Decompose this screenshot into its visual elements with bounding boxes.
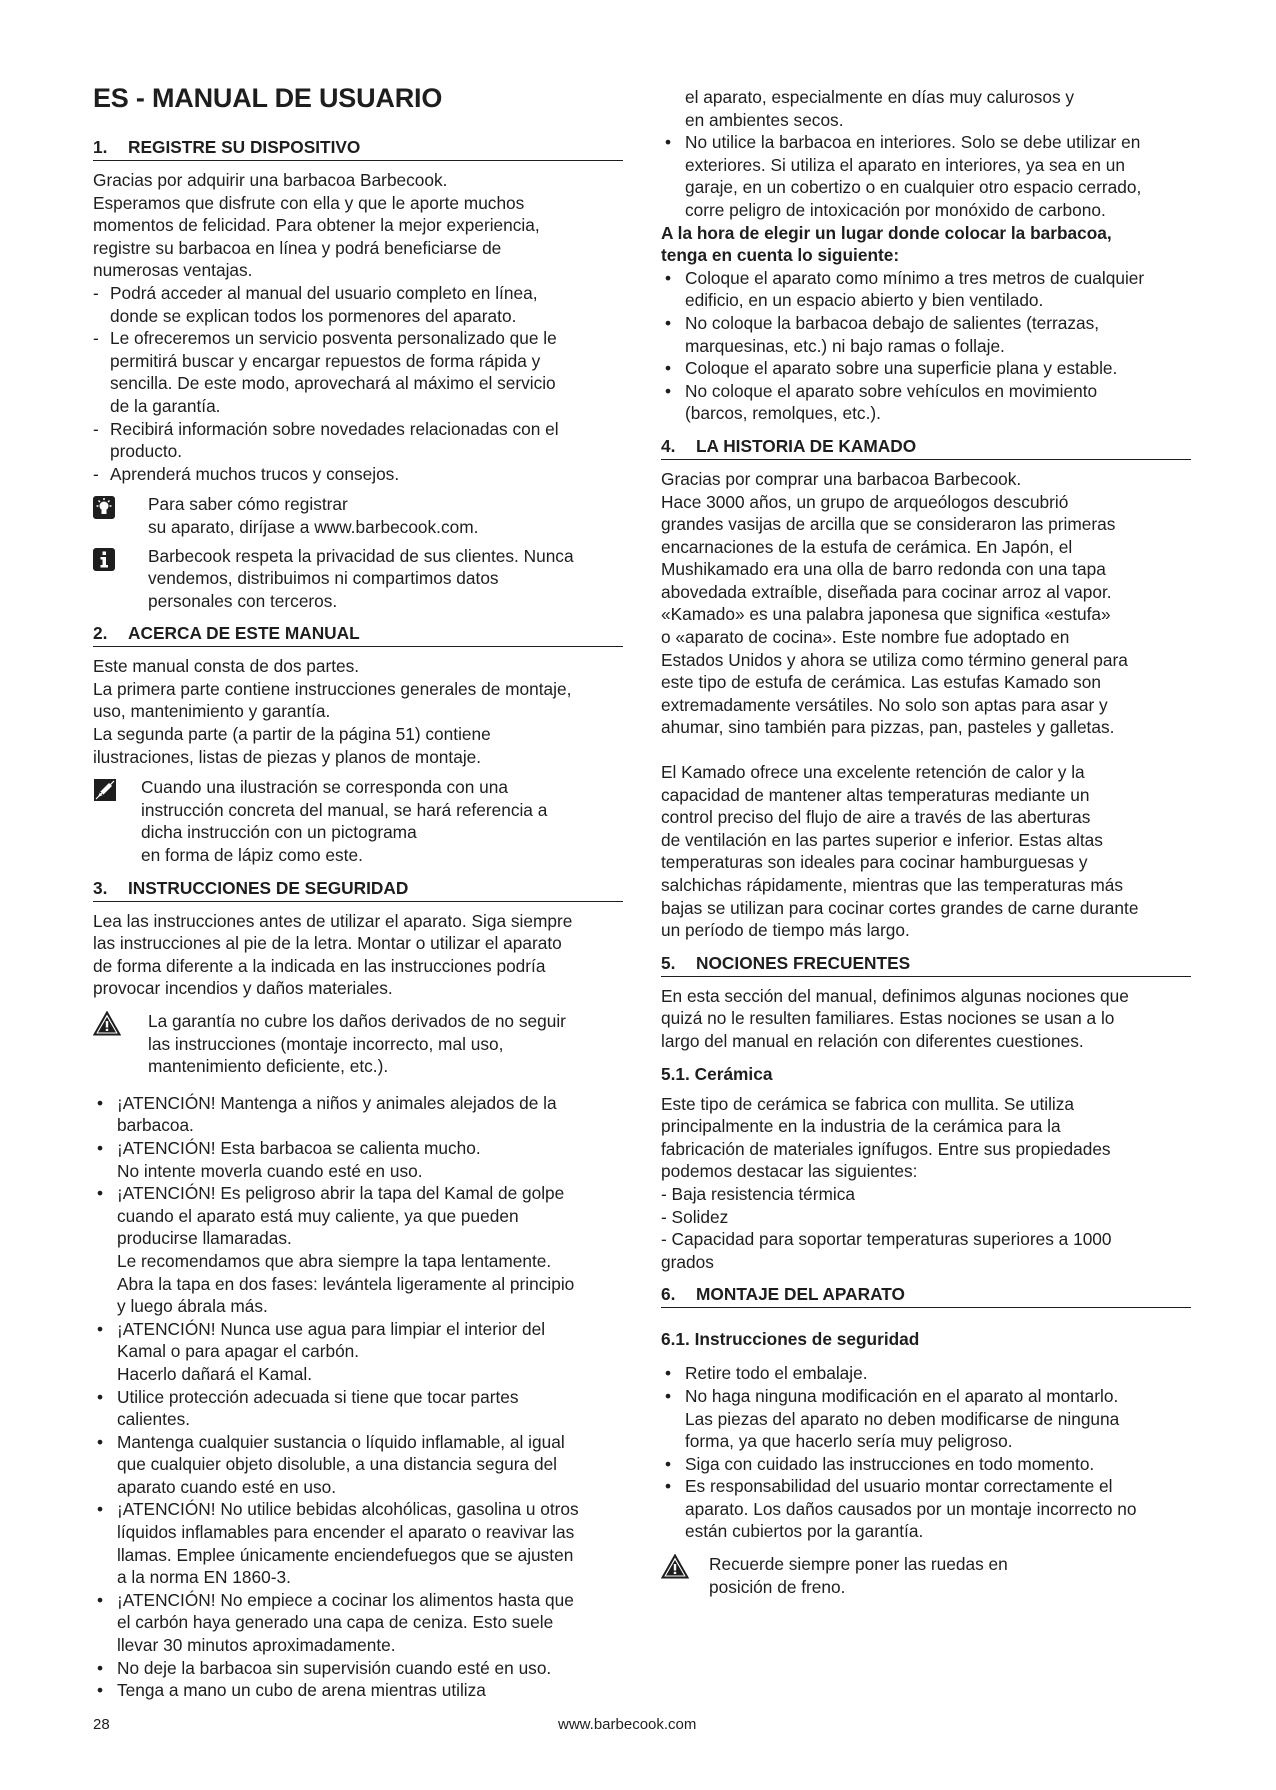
paragraph-line: momentos de felicidad. Para obtener la mejor experiencia, <box>93 215 540 236</box>
section-title: LA HISTORIA DE KAMADO <box>696 435 917 456</box>
paragraph-line: de ventilación en las partes superior e inferior. Estas altas <box>661 829 1103 850</box>
paragraph-line: Esperamos que disfrute con ella y que le aporte muchos <box>93 192 525 213</box>
subsection-heading: 5.1. Cerámica <box>661 1063 773 1084</box>
list-item: • Es responsabilidad del usuario montar correctamente el aparato. Los daños causados por un montaje incorrecto no están cubiertos por la garantía. <box>661 1475 1191 1543</box>
section-title: NOCIONES FRECUENTES <box>696 952 911 973</box>
paragraph-line: bajas se utilizan para cocinar cortes grandes de carne durante <box>661 897 1139 918</box>
section-number: 1. <box>93 137 108 157</box>
paragraph-line: grandes vasijas de arcilla que se consideraron las primeras <box>661 514 1116 535</box>
note-line: su aparato, diríjase a www.barbecook.com. <box>148 516 479 537</box>
list-item: • No coloque el aparato sobre vehículos en movimiento (barcos, remolques, etc.). <box>661 380 1191 425</box>
list-item: - Podrá acceder al manual del usuario completo en línea, donde se explican todos los pormenores del aparato. <box>93 282 623 327</box>
section-title: ACERCA DE ESTE MANUAL <box>128 623 360 644</box>
pencil-icon <box>93 776 141 866</box>
lightbulb-icon <box>93 493 148 538</box>
paragraph-line: abovedada extraíble, diseñada para cocinar arroz al vapor. <box>661 581 1112 602</box>
note-line: mantenimiento deficiente, etc.). <box>148 1056 389 1077</box>
section-number: 6. <box>661 1284 676 1305</box>
list-item: • Siga con cuidado las instrucciones en todo momento. <box>661 1453 1191 1476</box>
section-3-heading <box>93 877 623 902</box>
paragraph-line: Estados Unidos y ahora se utiliza como término general para <box>661 649 1128 670</box>
paragraph-line: el aparato, especialmente en días muy calurosos y <box>685 87 1075 107</box>
paragraph-line: grados <box>661 1251 714 1272</box>
list-item: • No deje la barbacoa sin supervisión cuando esté en uso. <box>93 1657 623 1680</box>
paragraph-line: uso, mantenimiento y garantía. <box>93 701 331 722</box>
paragraph-line: encarnaciones de la estufa de cerámica. En Japón, el <box>661 536 1073 557</box>
list-item-continuation <box>661 86 1191 131</box>
paragraph-line: ahumar, sino también para pizzas, pan, pasteles y galletas. <box>661 717 1115 738</box>
subsection-5-1-body <box>661 1093 1191 1274</box>
list-item: - Aprenderá muchos trucos y consejos. <box>93 463 623 486</box>
assembly-safety-list <box>661 1362 1191 1543</box>
section-1-heading <box>93 136 623 161</box>
tip-note <box>93 493 623 538</box>
paragraph-line: - Baja resistencia térmica <box>661 1183 856 1204</box>
note-line: las instrucciones (montaje incorrecto, mal uso, <box>148 1033 504 1054</box>
note-line: La garantía no cubre los daños derivados de no seguir <box>148 1011 566 1031</box>
paragraph-line: Este manual consta de dos partes. <box>93 656 360 677</box>
paragraph-line: tenga en cuenta lo siguiente: <box>661 245 900 266</box>
section-6-heading <box>661 1283 1191 1308</box>
paragraph-line: control preciso del flujo de aire a través de las aberturas <box>661 807 1091 828</box>
paragraph-line: capacidad de mantener altas temperaturas mediante un <box>661 784 1090 805</box>
section-number: 5. <box>661 952 676 973</box>
list-item: - Recibirá información sobre novedades relacionadas con el producto. <box>93 418 623 463</box>
paragraph-line: largo del manual en relación con diferentes cuestiones. <box>661 1030 1084 1051</box>
paragraph-line: La primera parte contiene instrucciones generales de montaje, <box>93 678 572 699</box>
list-item: • No coloque la barbacoa debajo de salientes (terrazas, marquesinas, etc.) ni bajo ramas o follaje. <box>661 312 1191 357</box>
paragraph-line: podemos destacar las siguientes: <box>661 1161 918 1182</box>
paragraph-line: temperaturas son ideales para cocinar hamburguesas y <box>661 852 1088 873</box>
paragraph-line: fabricación de materiales ignífugos. Entre sus propiedades <box>661 1138 1111 1159</box>
subsection-heading: 6.1. Instrucciones de seguridad <box>661 1329 920 1350</box>
list-item: • Retire todo el embalaje. <box>661 1362 1191 1385</box>
note-line: posición de freno. <box>709 1576 846 1597</box>
placement-heading <box>661 222 1191 267</box>
section-4-heading <box>661 435 1191 460</box>
list-item: • ¡ATENCIÓN! No empiece a cocinar los alimentos hasta que el carbón haya generado una capa de ceniza. Esto suele llevar 30 minutos aproximadamente. <box>93 1589 623 1657</box>
paragraph-line: Gracias por adquirir una barbacoa Barbecook. <box>93 170 448 190</box>
paragraph-line: un período de tiempo más largo. <box>661 920 910 941</box>
list-item: • ¡ATENCIÓN! Esta barbacoa se calienta mucho. No intente moverla cuando esté en uso. <box>93 1137 623 1182</box>
note-line: personales con terceros. <box>148 590 338 611</box>
paragraph-line: quizá no le resulten familiares. Estas nociones se usan a lo <box>661 1008 1115 1029</box>
paragraph-line: numerosas ventajas. <box>93 260 253 281</box>
note-line: vendemos, distribuimos ni compartimos datos <box>148 568 499 589</box>
paragraph-line: Mushikamado era una olla de barro redonda con una tapa <box>661 559 1106 580</box>
info-icon <box>93 545 148 613</box>
safety-list <box>93 1092 623 1702</box>
left-column <box>93 82 623 1702</box>
paragraph-line: las instrucciones al pie de la letra. Montar o utilizar el aparato <box>93 933 562 954</box>
paragraph-line: Hace 3000 años, un grupo de arqueólogos descubrió <box>661 491 1069 512</box>
footer-website: www.barbecook.com <box>558 1716 697 1733</box>
safety-list-continued <box>661 131 1191 221</box>
paragraph-line: A la hora de elegir un lugar donde colocar la barbacoa, <box>661 222 1112 243</box>
note-line: Para saber cómo registrar <box>148 494 348 515</box>
paragraph-line: La segunda parte (a partir de la página 51) contiene <box>93 724 491 745</box>
page-number: 28 <box>93 1716 110 1733</box>
placement-list <box>661 267 1191 425</box>
paragraph-line: Gracias por comprar una barbacoa Barbecook. <box>661 468 1022 489</box>
paragraph-line: ilustraciones, listas de piezas y planos de montaje. <box>93 746 482 767</box>
paragraph-line: extremadamente versátiles. No solo son aptas para asar y <box>661 694 1108 715</box>
warning-icon <box>93 1010 148 1078</box>
section-5-body <box>661 985 1191 1053</box>
section-2-heading <box>93 622 623 647</box>
paragraph-line: En esta sección del manual, definimos algunas nociones que <box>661 985 1129 1006</box>
list-item: • Tenga a mano un cubo de arena mientras utiliza <box>93 1679 623 1702</box>
section-1-intro <box>93 169 623 282</box>
section-number: 3. <box>93 877 108 898</box>
list-item: • Mantenga cualquier sustancia o líquido inflamable, al igual que cualquier objeto disoluble, a una distancia segura del aparato cuando esté en uso. <box>93 1431 623 1499</box>
pencil-note <box>93 776 623 866</box>
section-2-body <box>93 655 623 768</box>
note-line: Recuerde siempre poner las ruedas en <box>709 1554 1008 1575</box>
paragraph-line: El Kamado ofrece una excelente retención de calor y la <box>661 762 1085 783</box>
section-number: 4. <box>661 435 676 456</box>
list-item: • Coloque el aparato como mínimo a tres metros de cualquier edificio, en un espacio abierto y bien ventilado. <box>661 267 1191 312</box>
list-item: • ¡ATENCIÓN! Mantenga a niños y animales alejados de la barbacoa. <box>93 1092 623 1137</box>
note-line: Cuando una ilustración se corresponda con una <box>141 777 508 798</box>
paragraph-line: principalmente en la industria de la cerámica para la <box>661 1116 1061 1137</box>
list-item: • Utilice protección adecuada si tiene que tocar partes calientes. <box>93 1386 623 1431</box>
section-3-intro <box>93 910 623 1000</box>
paragraph-line: o «aparato de cocina». Este nombre fue adoptado en <box>661 627 1070 648</box>
paragraph-line: de forma diferente a la indicada en las instrucciones podría <box>93 955 546 976</box>
section-4-body <box>661 468 1191 942</box>
paragraph-line: «Kamado» es una palabra japonesa que significa «estufa» <box>661 604 1111 625</box>
paragraph-line: Este tipo de cerámica se fabrica con mullita. Se utiliza <box>661 1093 1075 1114</box>
paragraph-line: este tipo de estufa de cerámica. Las estufas Kamado son <box>661 672 1101 693</box>
section-number: 2. <box>93 623 108 644</box>
wheel-brake-warning <box>661 1553 1191 1598</box>
section-title: MONTAJE DEL APARATO <box>696 1284 905 1305</box>
paragraph-line: provocar incendios y daños materiales. <box>93 978 393 999</box>
list-item: • No utilice la barbacoa en interiores. Solo se debe utilizar en exteriores. Si utiliza el aparato en interiores, ya sea en un garaje, en un cobertizo o en cualquier otro espacio cerrado, corre peligro de intoxicación por monóxido de carbono. <box>661 131 1191 221</box>
right-column <box>661 86 1191 1604</box>
section-title: INSTRUCCIONES DE SEGURIDAD <box>128 877 409 898</box>
list-item: • ¡ATENCIÓN! Nunca use agua para limpiar el interior del Kamal o para apagar el carbón. Hacerlo dañará el Kamal. <box>93 1318 623 1386</box>
page-title: ES - MANUAL DE USUARIO <box>93 83 443 113</box>
note-line: dicha instrucción con un pictograma <box>141 822 417 843</box>
info-note <box>93 545 623 613</box>
list-item: • ¡ATENCIÓN! No utilice bebidas alcohólicas, gasolina u otros líquidos inflamables para encender el aparato o reavivar las llamas. Emplee únicamente enciendefuegos que se ajusten a la norma EN 1860-3. <box>93 1498 623 1588</box>
note-line: instrucción concreta del manual, se hará referencia a <box>141 799 548 820</box>
paragraph-line: Lea las instrucciones antes de utilizar el aparato. Siga siempre <box>93 910 573 931</box>
paragraph-line: - Capacidad para soportar temperaturas superiores a 1000 <box>661 1229 1112 1250</box>
list-item: - Le ofreceremos un servicio posventa personalizado que le permitirá buscar y encargar repuestos de forma rápida y sencilla. De este modo, aprovechará al máximo el servicio de la garantía. <box>93 327 623 417</box>
paragraph-line: registre su barbacoa en línea y podrá beneficiarse de <box>93 237 502 258</box>
warning-note <box>93 1010 623 1078</box>
paragraph-line: salchichas rápidamente, mientras que las temperaturas más <box>661 875 1124 895</box>
note-line: Barbecook respeta la privacidad de sus clientes. Nunca <box>148 545 574 566</box>
list-item: • ¡ATENCIÓN! Es peligroso abrir la tapa del Kamal de golpe cuando el aparato está muy caliente, ya que pueden producirse llamaradas. Le recomendamos que abra siempre la tapa lentamente. Abra la tapa en dos fases: levántela ligeramente al principio y luego ábrala más. <box>93 1182 623 1318</box>
list-item: • No haga ninguna modificación en el aparato al montarlo. Las piezas del aparato no deben modificarse de ninguna forma, ya que hacerlo sería muy peligroso. <box>661 1385 1191 1453</box>
note-line: en forma de lápiz como este. <box>141 845 363 866</box>
paragraph-line: - Solidez <box>661 1206 729 1227</box>
warning-icon <box>661 1553 709 1598</box>
benefits-list <box>93 282 623 485</box>
list-item: • Coloque el aparato sobre una superficie plana y estable. <box>661 357 1191 380</box>
section-5-heading <box>661 952 1191 977</box>
paragraph-line: en ambientes secos. <box>685 109 844 130</box>
section-title: REGISTRE SU DISPOSITIVO <box>128 137 361 157</box>
